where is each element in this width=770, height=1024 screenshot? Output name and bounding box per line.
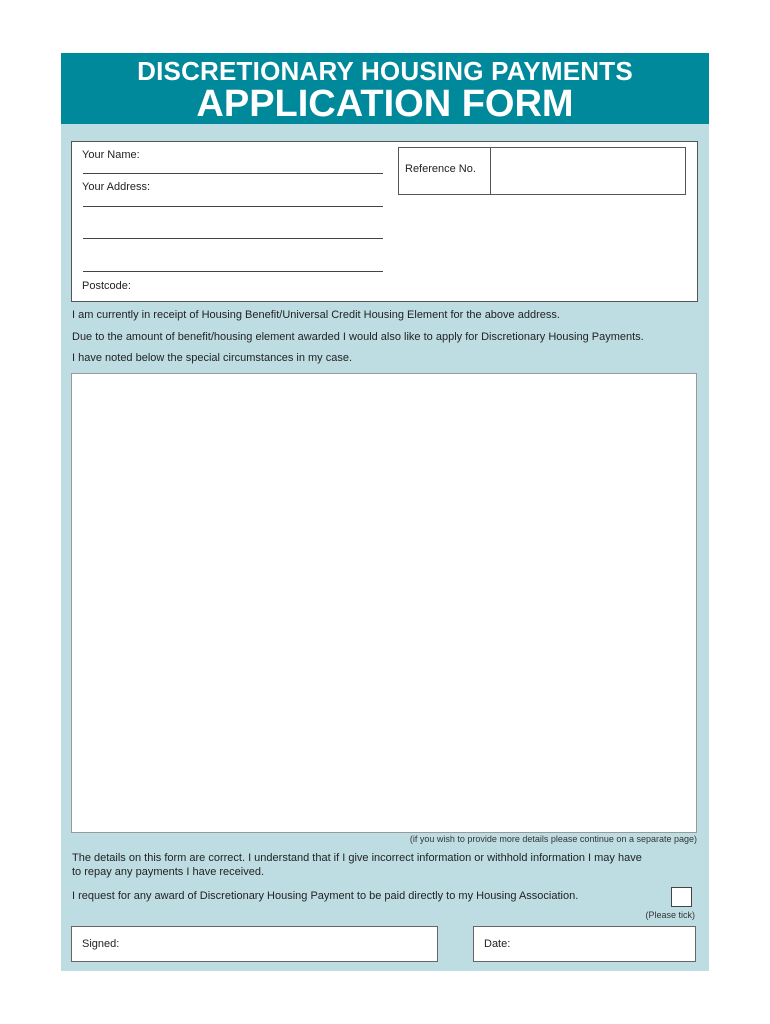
reference-label: Reference No. bbox=[405, 163, 476, 175]
signed-label: Signed: bbox=[82, 938, 120, 950]
form-sheet bbox=[61, 53, 709, 971]
signature-field[interactable] bbox=[71, 926, 438, 962]
name-field[interactable] bbox=[83, 173, 383, 174]
form-title-line1: DISCRETIONARY HOUSING PAYMENTS bbox=[137, 56, 633, 86]
postcode-label: Postcode: bbox=[82, 280, 131, 292]
header-banner bbox=[61, 53, 709, 124]
statement-line-3: I have noted below the special circumstances in my case. bbox=[72, 352, 353, 364]
name-label: Your Name: bbox=[82, 149, 140, 161]
declaration-line-2: to repay any payments I have received. bbox=[72, 866, 264, 878]
address-field-line-2[interactable] bbox=[83, 238, 383, 239]
date-label: Date: bbox=[484, 938, 511, 950]
direct-payment-checkbox[interactable] bbox=[671, 887, 692, 907]
form-title-line2: APPLICATION FORM bbox=[196, 83, 574, 125]
separate-page-note: (if you wish to provide more details please continue on a separate page) bbox=[409, 834, 697, 844]
address-label: Your Address: bbox=[82, 181, 151, 193]
date-field[interactable] bbox=[473, 926, 696, 962]
direct-payment-label: I request for any award of Discretionary Housing Payment to be paid directly to my Housing Association. bbox=[72, 890, 579, 902]
reference-input[interactable] bbox=[490, 148, 685, 194]
address-field-line-1[interactable] bbox=[83, 206, 383, 207]
reference-box bbox=[398, 147, 686, 195]
please-tick-note: (Please tick) bbox=[645, 910, 695, 920]
address-field-line-3[interactable] bbox=[83, 271, 383, 272]
statement-line-2: Due to the amount of benefit/housing element awarded I would also like to apply for Discretionary Housing Payments. bbox=[72, 331, 644, 343]
circumstances-textarea[interactable] bbox=[71, 373, 697, 833]
statement-line-1: I am currently in receipt of Housing Benefit/Universal Credit Housing Element for the above address. bbox=[72, 309, 560, 321]
declaration-line-1: The details on this form are correct. I understand that if I give incorrect information or withhold information I may have bbox=[72, 852, 642, 864]
